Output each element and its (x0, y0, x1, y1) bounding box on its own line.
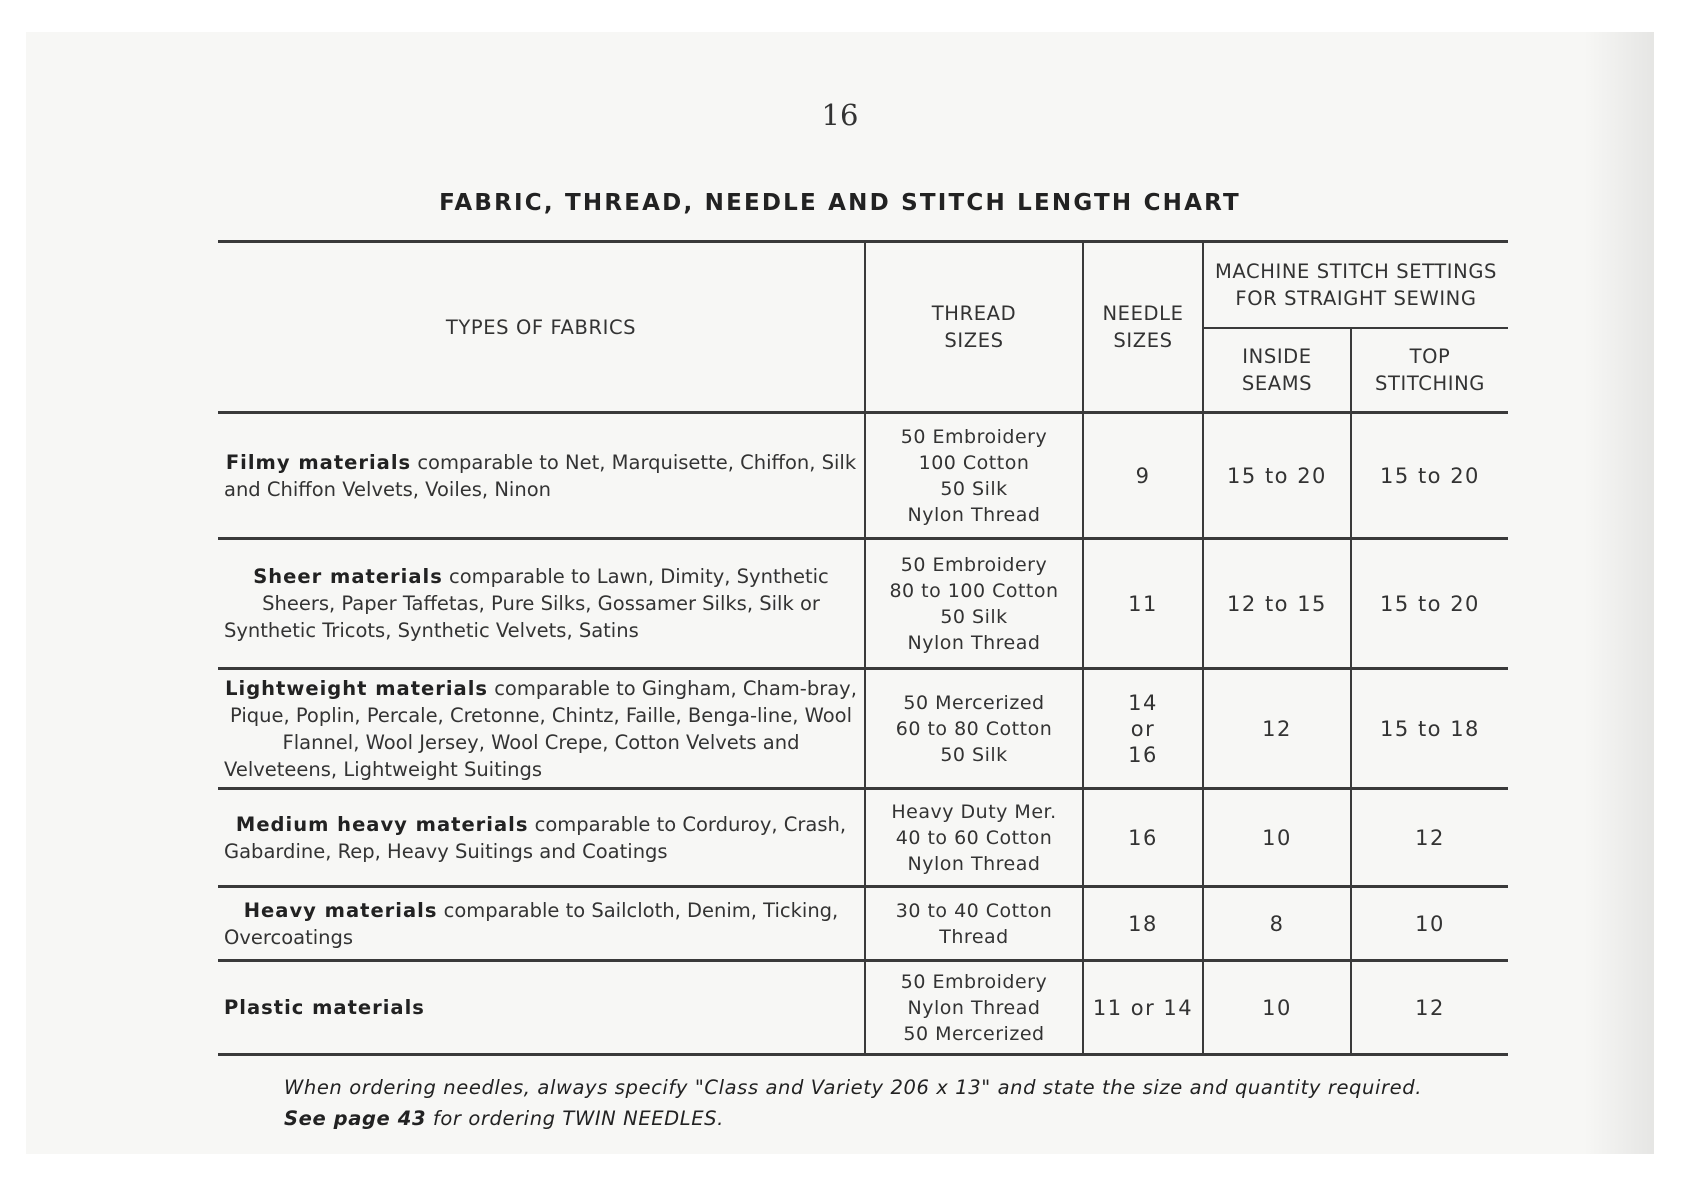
fabric-name: Lightweight materials (225, 676, 488, 700)
footnote (284, 1072, 1484, 1134)
fabric-name: Medium heavy materials (235, 812, 529, 836)
thread-size: 40 to 60 Cotton (895, 826, 1053, 849)
header-top-line: TOP (1409, 345, 1451, 368)
header-thread-line: THREAD (931, 302, 1017, 325)
footnote-page-ref: 43 (397, 1107, 427, 1130)
header-types-of-fabrics (218, 242, 865, 413)
chart-title: FABRIC, THREAD, NEEDLE AND STITCH LENGTH CHART (439, 190, 1241, 216)
needle-size-cell (1083, 961, 1203, 1055)
thread-sizes-cell (865, 413, 1083, 539)
header-inside-line: INSIDE (1242, 345, 1312, 368)
header-thread-sizes (865, 242, 1083, 413)
header-inside-line: SEAMS (1241, 372, 1313, 395)
table-body (218, 413, 1508, 1055)
thread-size: 50 Mercerized (903, 1022, 1045, 1045)
inside-seams-cell: 12 to 15 (1203, 539, 1351, 669)
thread-size: Nylon Thread (907, 852, 1041, 875)
fabric-examples: comparable to Gingham, Cham-bray, Pique, Poplin, Percale, Cretonne, Chintz, Faille, Benga-line, Wool Flannel, Wool Jersey, Wool Crepe, Cotton Velvets and Velveteens, Lightweight Suitings (224, 676, 857, 781)
thread-size: Nylon Thread (907, 996, 1041, 1019)
header-thread-line: SIZES (944, 329, 1004, 352)
fabric-description (218, 669, 865, 789)
top-stitching-cell: 15 to 20 (1351, 539, 1508, 669)
inside-seams-cell: 8 (1203, 887, 1351, 961)
needle-size: or (1130, 716, 1156, 741)
footnote-see-page: See page (284, 1107, 398, 1130)
fabric-examples: comparable to Lawn, Dimity, Synthetic Sheers, Paper Taffetas, Pure Silks, Gossamer Silks, Silk or Synthetic Tricots, Synthetic Velvets, Satins (224, 565, 829, 642)
fabric-name: Heavy materials (243, 898, 438, 922)
fabric-chart-table (218, 240, 1508, 1056)
inside-seams-cell: 10 (1203, 789, 1351, 887)
thread-size: 50 Silk (940, 477, 1008, 500)
page-number: 16 (821, 98, 859, 132)
header-types-of-fabrics-label: TYPES OF FABRICS (445, 315, 637, 339)
fabric-examples: comparable to Net, Marquisette, Chiffon, Silk and Chiffon Velvets, Voiles, Ninon (224, 450, 857, 501)
fabric-examples: comparable to Sailcloth, Denim, Ticking, Overcoatings (224, 898, 839, 949)
fabric-description (218, 887, 865, 961)
header-needle-line: NEEDLE (1102, 302, 1184, 325)
needle-size-cell (1083, 669, 1203, 789)
thread-size: 50 Mercerized (903, 691, 1045, 714)
needle-size: 9 (1135, 463, 1151, 488)
table-row (218, 413, 1508, 539)
needle-size-cell (1083, 789, 1203, 887)
needle-size: 14 (1128, 690, 1158, 715)
top-stitching-cell: 12 (1351, 961, 1508, 1055)
thread-size: 50 Embroidery (900, 970, 1048, 993)
top-stitching-cell: 15 to 18 (1351, 669, 1508, 789)
thread-size: 50 Silk (940, 743, 1008, 766)
fabric-description (218, 789, 865, 887)
thread-size: 50 Silk (940, 605, 1008, 628)
thread-size: 100 Cotton (918, 451, 1030, 474)
header-machine-line: FOR STRAIGHT SEWING (1235, 287, 1477, 310)
needle-size-cell (1083, 413, 1203, 539)
thread-size: 50 Embroidery (900, 425, 1048, 448)
thread-size: 30 to 40 Cotton (895, 899, 1053, 922)
thread-size: 50 Embroidery (900, 553, 1048, 576)
top-stitching-cell: 12 (1351, 789, 1508, 887)
header-machine-line: MACHINE STITCH SETTINGS (1214, 260, 1498, 283)
fabric-description (218, 413, 865, 539)
needle-size-cell (1083, 539, 1203, 669)
inside-seams-cell: 10 (1203, 961, 1351, 1055)
needle-size: 18 (1128, 911, 1158, 936)
header-needle-sizes (1083, 242, 1203, 413)
thread-sizes-cell (865, 539, 1083, 669)
table-row (218, 539, 1508, 669)
footnote-line: When ordering needles, always specify "Class and Variety 206 x 13" and state the size and quantity required. (284, 1076, 1423, 1099)
needle-size: 11 (1128, 591, 1158, 616)
header-inside-seams (1203, 328, 1351, 413)
fabric-examples: comparable to Corduroy, Crash, Gabardine, Rep, Heavy Suitings and Coatings (224, 812, 847, 863)
needle-size: 11 or 14 (1092, 995, 1194, 1020)
thread-size: Nylon Thread (907, 631, 1041, 654)
top-stitching-cell: 15 to 20 (1351, 413, 1508, 539)
footnote-line (284, 1103, 1484, 1134)
inside-seams-cell: 15 to 20 (1203, 413, 1351, 539)
thread-size: 60 to 80 Cotton (895, 717, 1053, 740)
needle-size: 16 (1128, 825, 1158, 850)
header-machine-stitch-settings (1203, 242, 1508, 329)
header-top-stitching (1351, 328, 1508, 413)
needle-size-cell (1083, 887, 1203, 961)
header-top-line: STITCHING (1375, 372, 1485, 395)
thread-size: 80 to 100 Cotton (889, 579, 1059, 602)
table-row (218, 887, 1508, 961)
thread-sizes-cell (865, 669, 1083, 789)
fabric-name: Filmy materials (225, 450, 412, 474)
top-stitching-cell: 10 (1351, 887, 1508, 961)
thread-size: Heavy Duty Mer. (891, 800, 1057, 823)
table-row (218, 789, 1508, 887)
table-header (218, 242, 1508, 413)
inside-seams-cell: 12 (1203, 669, 1351, 789)
footnote-twin-needles: for ordering TWIN NEEDLES. (426, 1107, 724, 1130)
fabric-name: Plastic materials (224, 996, 425, 1019)
fabric-description (218, 539, 865, 669)
header-needle-line: SIZES (1113, 329, 1173, 352)
table-row (218, 961, 1508, 1055)
thread-sizes-cell (865, 887, 1083, 961)
fabric-name: Sheer materials (253, 565, 443, 588)
fabric-description (218, 961, 865, 1055)
needle-size: 16 (1128, 742, 1158, 767)
thread-size: Nylon Thread (907, 503, 1041, 526)
thread-sizes-cell (865, 961, 1083, 1055)
manual-page (26, 32, 1654, 1154)
thread-sizes-cell (865, 789, 1083, 887)
table-row (218, 669, 1508, 789)
thread-size: Thread (939, 925, 1009, 948)
